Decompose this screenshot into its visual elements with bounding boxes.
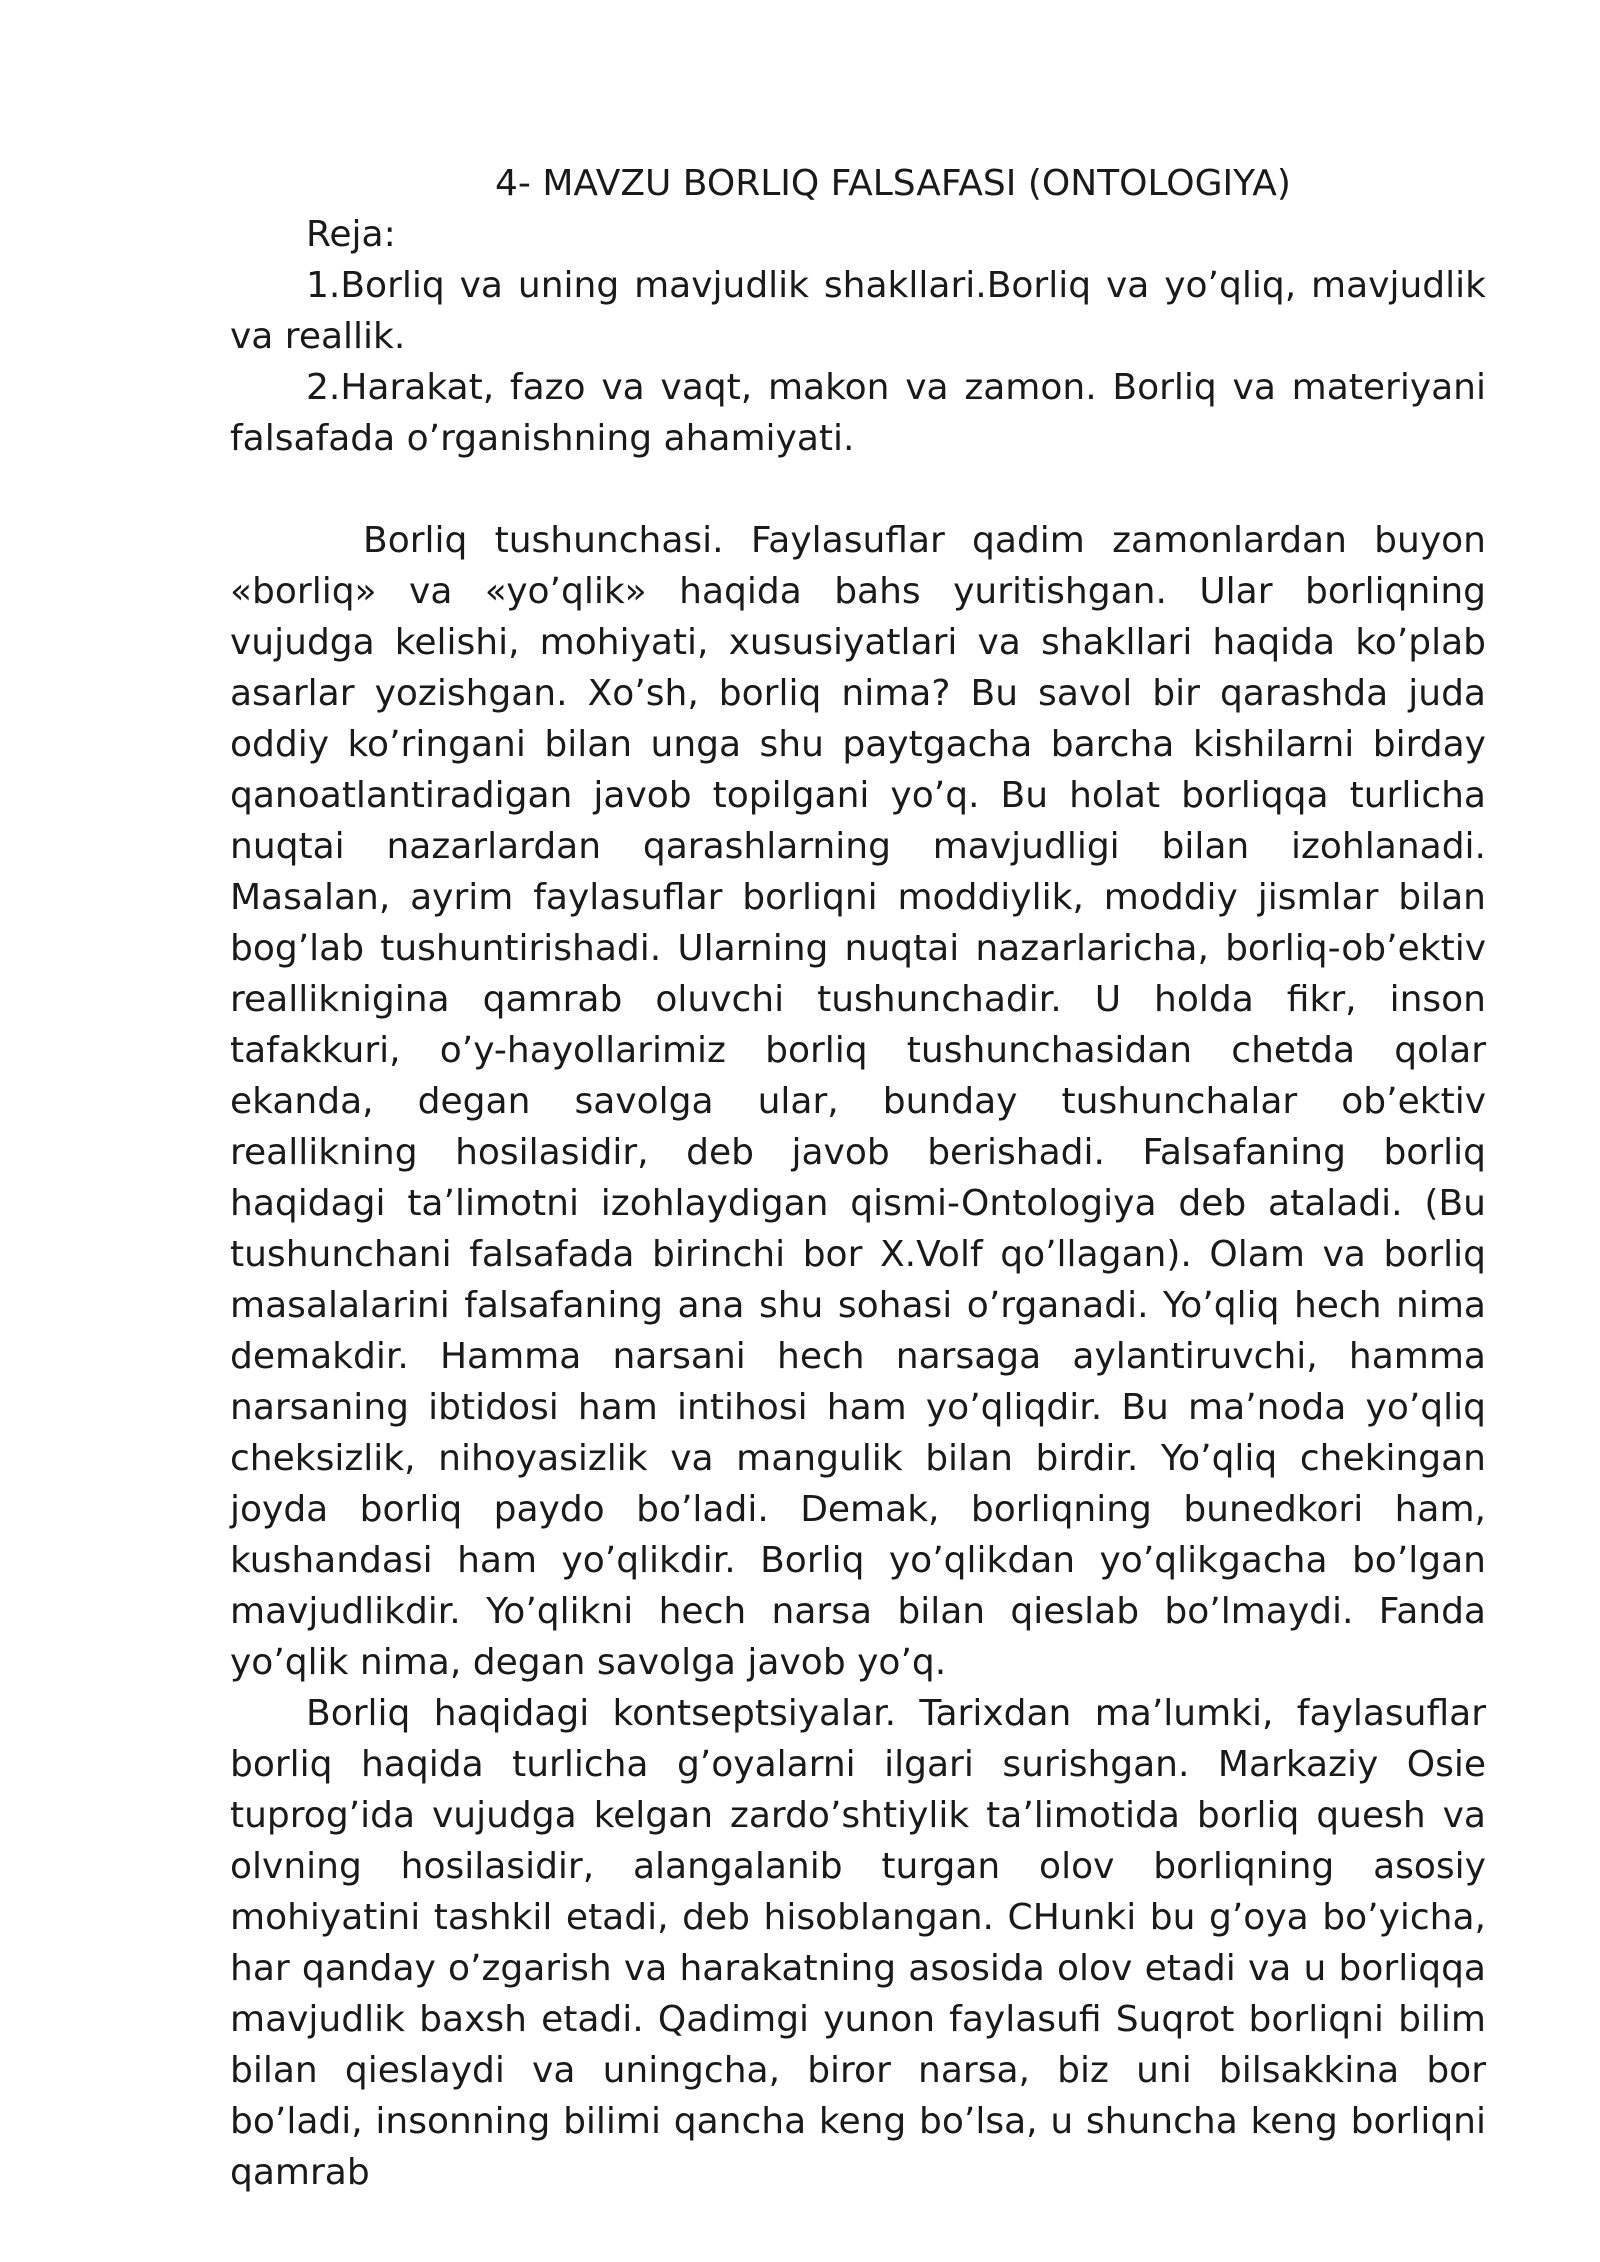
body-paragraph: Borliq tushunchasi. Faylasuflar qadim zamonlardan buyon «borliq» va «yo’qlik» haqida bahs yuritishgan. Ular borliqning vujudga kelishi, mohiyati, xususiyatlari va shakllari haqida ko’plab asarlar yozishgan. Xo’sh, borliq nima? Bu savol bir qarashda juda oddiy ko’ringani bilan unga shu paytgacha barcha kishilarni birday qanoatlantiradigan javob topilgani yo’q. Bu holat borliqqa turlicha nuqtai nazarlardan qarashlarning mavjudligi bilan izohlanadi. Masalan, ayrim faylasuflar borliqni moddiylik, moddiy jismlar bilan bog’lab tushuntirishadi. Ularning nuqtai nazarlaricha, borliq-ob’ektiv realliknigina qamrab oluvchi tushunchadir. U holda fikr, inson tafakkuri, o’y-hayollarimiz borliq tushunchasidan chetda qolar ekanda, degan savolga ular, bunday tushunchalar ob’ektiv reallikning hosilasidir, deb javob berishadi. Falsafaning borliq haqidagi ta’limotni izohlaydigan qismi-Ontologiya deb ataladi. (Bu tushunchani falsafada birinchi bor X.Volf qo’llagan). Olam va borliq masalalarini falsafaning ana shu sohasi o’rganadi. Yo’qliq hech nima demakdir. Hamma narsani hech narsaga aylantiruvchi, hamma narsaning ibtidosi ham intihosi ham yo’qliqdir. Bu ma’noda yo’qliq cheksizlik, nihoyasizlik va mangulik bilan birdir. Yo’qliq chekingan joyda borliq paydo bo’ladi. Demak, borliqning bunedkori ham, kushandasi ham yo’qlikdir. Borliq yo’qlikdan yo’qlikgacha bo’lgan mavjudlikdir. Yo’qlikni hech narsa bilan qieslab bo’lmaydi. Fanda yo’qlik nima, degan savolga javob yo’q. xyxy=(230,520,1486,1683)
plan-label: Reja: xyxy=(306,214,396,255)
page-title: 4- MAVZU BORLIQ FALSAFASI (ONTOLOGIYA) xyxy=(495,163,1291,204)
section-spacer xyxy=(230,464,1486,515)
document-body xyxy=(230,158,1486,2198)
body-paragraph: Borliq haqidagi kontseptsiyalar. Tarixdan ma’lumki, faylasuflar borliq haqida turlicha g’oyalarni ilgari surishgan. Markaziy Osie tuprog’ida vujudga kelgan zardo’shtiylik ta’limotida borliq quesh va olvning hosilasidir, alangalanib turgan olov borliqning asosiy mohiyatini tashkil etadi, deb hisoblangan. CHunki bu g’oya bo’yicha, har qanday o’zgarish va harakatning asosida olov etadi va u borliqqa mavjudlik baxsh etadi. Qadimgi yunon faylasufi Suqrot borliqni bilim bilan qieslaydi va uningcha, biror narsa, biz uni bilsakkina bor bo’ladi, insonning bilimi qancha keng bo’lsa, u shuncha keng borliqni qamrab xyxy=(230,1693,1486,2193)
plan-item: 2.Harakat, fazo va vaqt, makon va zamon. Borliq va materiyani falsafada o’rganishning ahamiyati. xyxy=(230,367,1486,459)
plan-item: 1.Borliq va uning mavjudlik shakllari.Borliq va yo’qliq, mavjudlik va reallik. xyxy=(230,265,1486,357)
